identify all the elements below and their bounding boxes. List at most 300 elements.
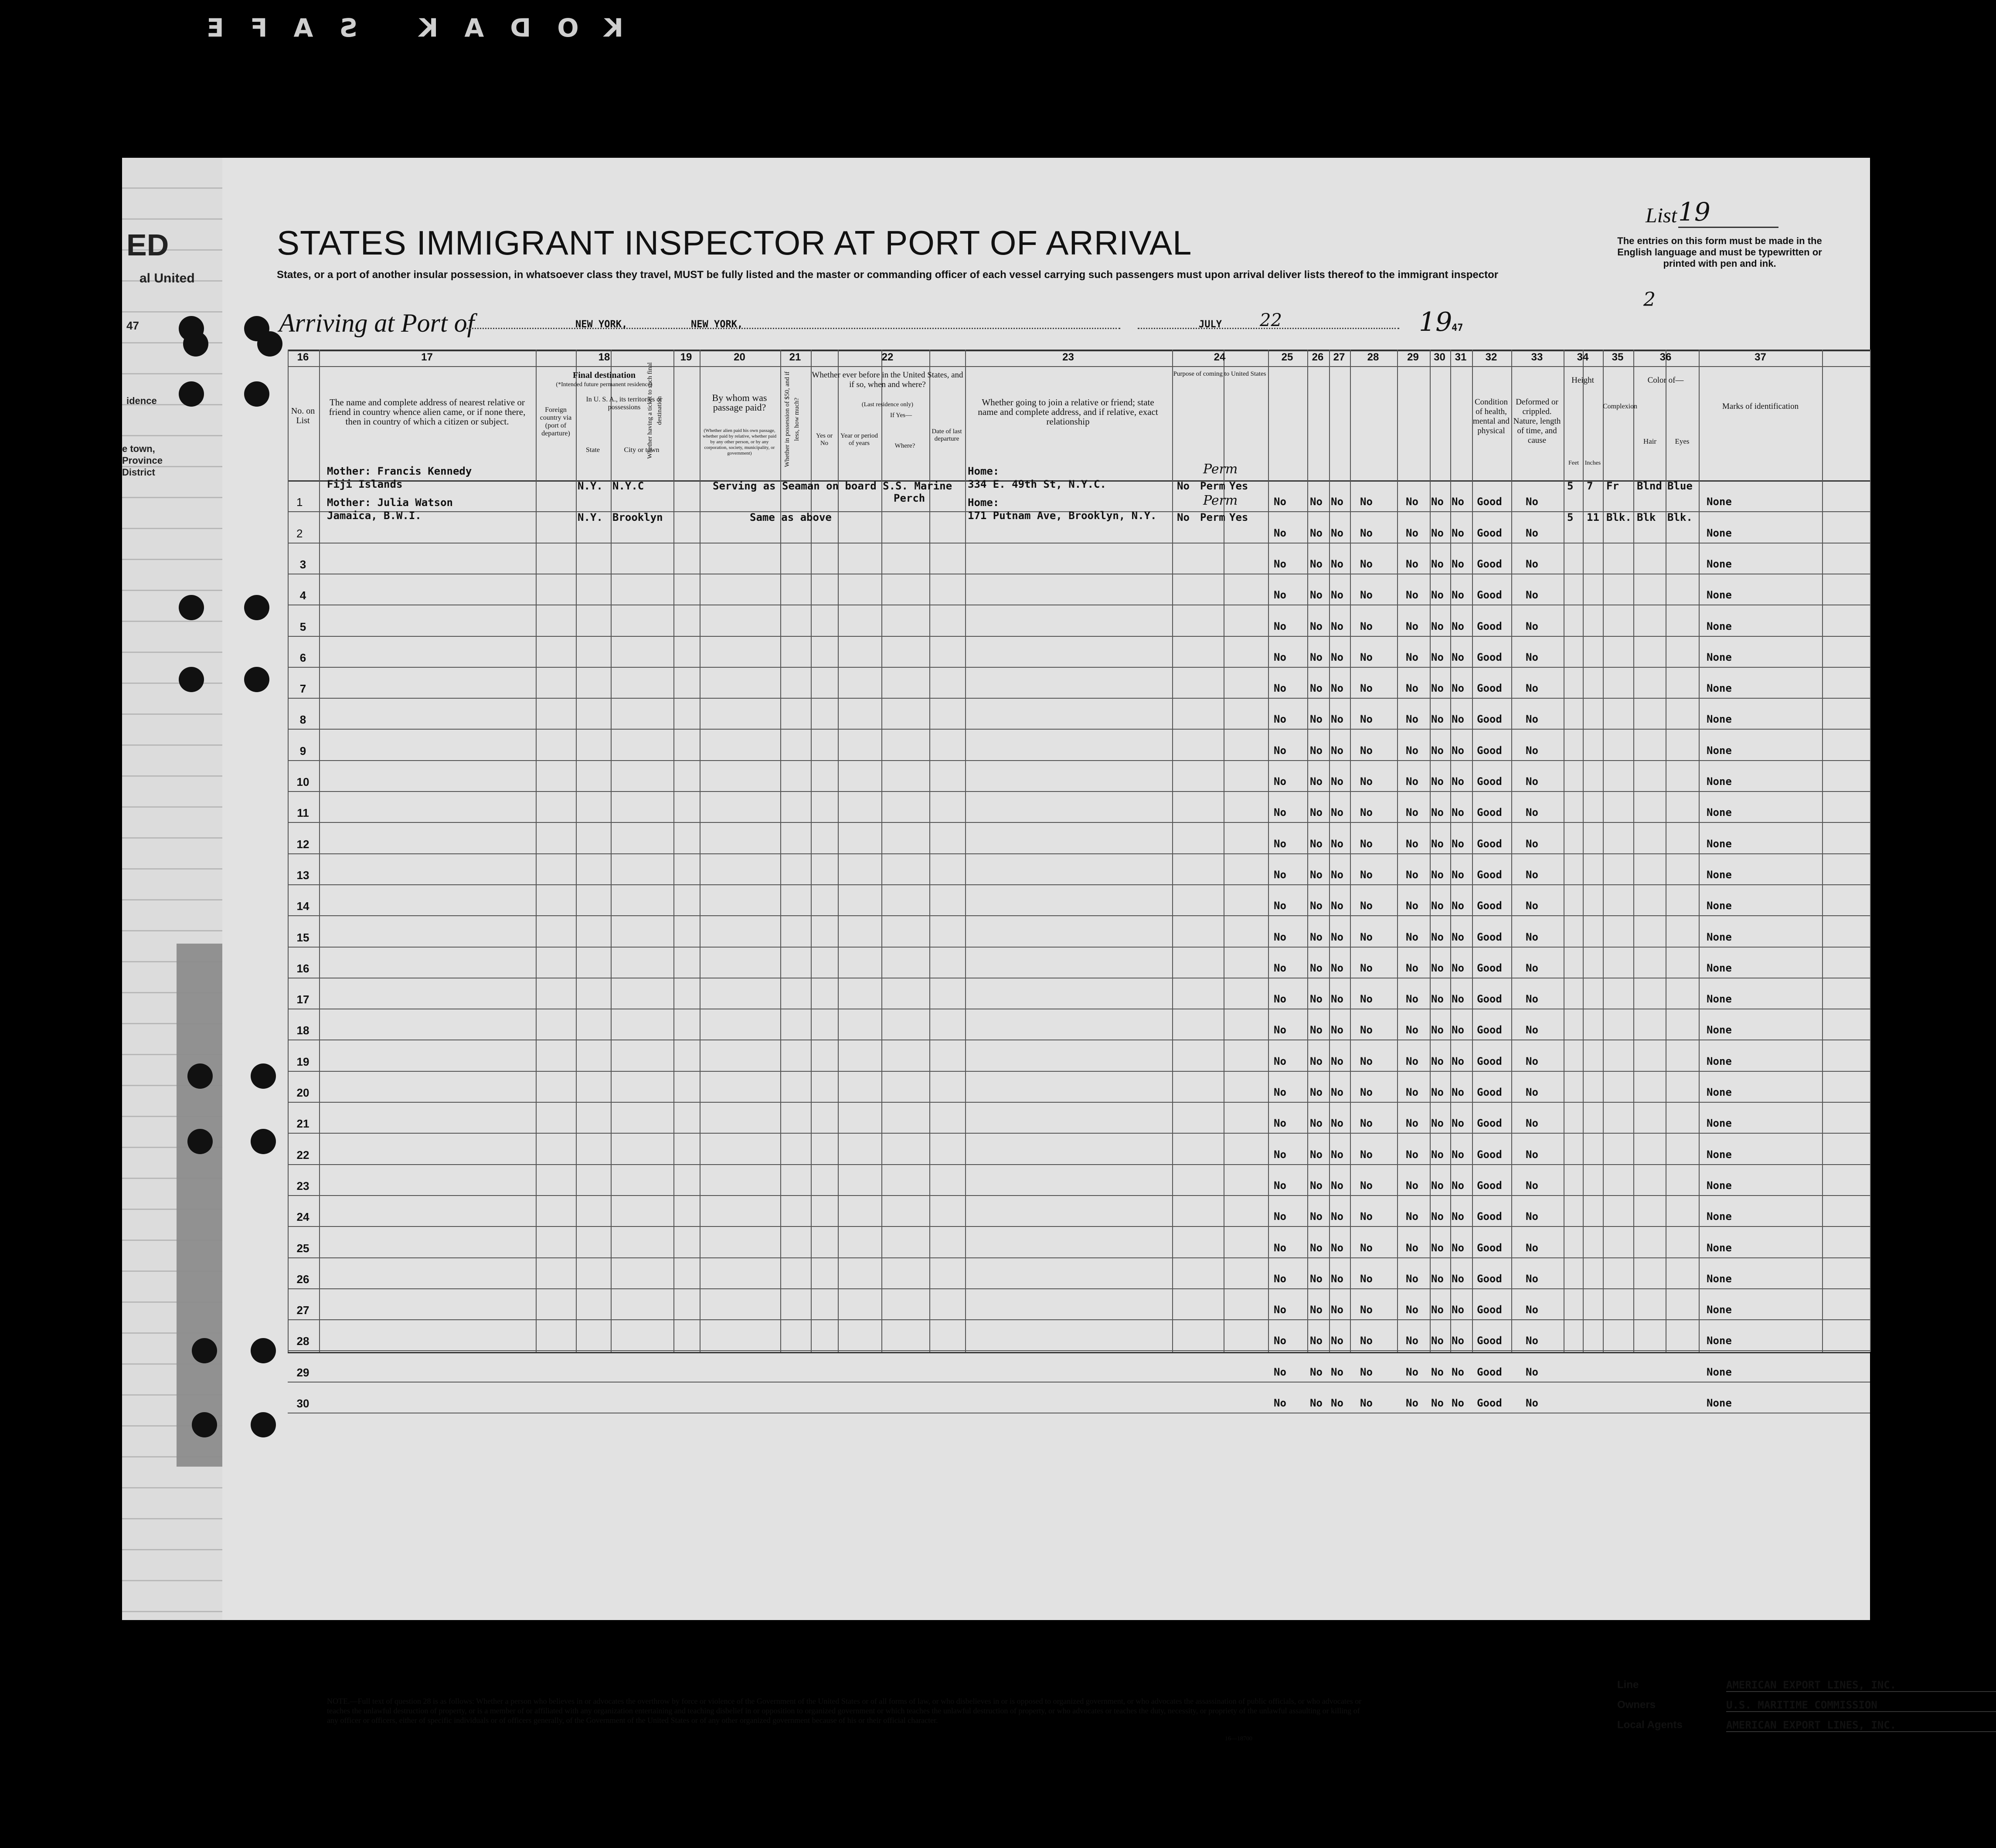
col-c27: No [1331,557,1343,570]
column-line [1633,350,1634,1352]
column-line [1472,350,1473,1352]
row-line [288,636,1870,637]
col-c30: No [1431,589,1444,601]
row-number: 10 [296,775,309,788]
col-c28: No [1360,589,1373,601]
column-line [1450,350,1451,1352]
col-c27: No [1331,775,1343,788]
col-c31: No [1452,1366,1464,1378]
col-health: Good [1477,1086,1502,1098]
arrival-month: JULY [1199,319,1222,330]
col-c31: No [1452,682,1464,695]
col-c26: No [1310,620,1323,632]
hdr-fifty-dollars: Whether in possession of $50, and if less, how much? [784,371,800,467]
col-c28: No [1360,1335,1373,1347]
col-c28: No [1360,900,1373,912]
col-health: Good [1477,713,1502,726]
col-c26: No [1310,744,1323,757]
col-deformed: No [1526,651,1538,663]
col-marks: None [1707,806,1732,819]
col-c28: No [1360,744,1373,757]
col-c30: No [1431,1210,1444,1223]
col-deformed: No [1526,931,1538,943]
purpose-handwritten: Perm [1203,493,1238,508]
binder-hole [244,667,269,692]
col-c26: No [1310,1304,1323,1316]
col-c26: No [1310,837,1323,850]
hdr-if-yes: If Yes— [890,412,912,419]
film-edge-text: KODAK SAFE [180,13,623,43]
col-c31: No [1452,900,1464,912]
col-c27: No [1331,527,1343,539]
col-c25: No [1274,527,1286,539]
row-line [288,1133,1870,1134]
binder-hole [179,381,204,407]
col-health: Good [1477,806,1502,819]
in-us-before: No [1177,511,1190,523]
col-c30: No [1431,496,1444,508]
row-line [288,760,1870,761]
col-c28: No [1360,1397,1373,1409]
col-deformed: No [1526,868,1538,881]
row-line [288,729,1870,730]
col-c27: No [1331,1272,1343,1285]
col-c31: No [1452,651,1464,663]
col-c31: No [1452,744,1464,757]
col-c27: No [1331,837,1343,850]
col-c31: No [1452,527,1464,539]
col-marks: None [1707,1055,1732,1067]
col-c29: No [1406,1210,1418,1223]
col-c26: No [1310,1397,1323,1409]
col-c28: No [1360,961,1373,974]
col-c30: No [1431,1366,1444,1378]
owners-value: U.S. MARITIME COMMISSION [1726,1699,1996,1712]
col-health: Good [1477,527,1502,539]
col-health: Good [1477,1335,1502,1347]
agents-value: AMERICAN EXPORT LINES, INC. [1726,1719,1996,1732]
col-c31: No [1452,1335,1464,1347]
col-c28: No [1360,651,1373,663]
col-c28: No [1360,931,1373,943]
col-c31: No [1452,1086,1464,1098]
col-c27: No [1331,713,1343,726]
col-c31: No [1452,557,1464,570]
col-c28: No [1360,806,1373,819]
form-instructions: The entries on this form must be made in the English language and must be typewritten or printed with pen and ink. [1617,235,1822,269]
colnum-35: 35 [1612,351,1624,363]
row-number: 9 [299,744,306,758]
row-number: 7 [299,682,306,696]
port-city: NEW YORK, [575,319,628,330]
col-c25: No [1274,1055,1286,1067]
col-deformed: No [1526,682,1538,695]
row-line [288,853,1870,854]
col-c27: No [1331,1086,1343,1098]
row-number: 2 [296,527,303,540]
col-c28: No [1360,557,1373,570]
column-line [1583,350,1584,1352]
col-health: Good [1477,1210,1502,1223]
col-health: Good [1477,557,1502,570]
column-line [319,350,320,1352]
col-deformed: No [1526,1148,1538,1161]
col-c29: No [1406,713,1418,726]
manifest-page [222,158,1897,1742]
hdr-last-residence: (Last residence only) [861,401,914,408]
col-c31: No [1452,961,1464,974]
binder-hole [179,667,204,692]
col-c25: No [1274,993,1286,1006]
row-number: 21 [296,1117,309,1131]
binder-hole [244,595,269,620]
row-number: 3 [299,557,306,571]
col-health: Good [1477,837,1502,850]
destination-city: N.Y.C [612,480,644,493]
col-c31: No [1452,1148,1464,1161]
col-c26: No [1310,1335,1323,1347]
col-c29: No [1406,1148,1418,1161]
col-marks: None [1707,1024,1732,1036]
col-c30: No [1431,1024,1444,1036]
col-marks: None [1707,1335,1732,1347]
row-number: 1 [296,496,303,509]
in-us-before: No [1177,480,1190,493]
col-c29: No [1406,1397,1418,1409]
col-c25: No [1274,1272,1286,1285]
join-label: Home: [968,465,1000,478]
col-c31: No [1452,775,1464,788]
col-c27: No [1331,900,1343,912]
col-c31: No [1452,1397,1464,1409]
column-line [780,350,781,1352]
col-deformed: No [1526,1272,1538,1285]
hdr-feet: Feet [1568,460,1579,466]
row-number: 30 [296,1397,309,1410]
col-health: Good [1477,931,1502,943]
col-marks: None [1707,993,1732,1006]
column-line [1172,350,1173,1352]
col-marks: None [1707,744,1732,757]
col-marks: None [1707,775,1732,788]
col-c30: No [1431,744,1444,757]
col-c25: No [1274,1210,1286,1223]
col-c31: No [1452,1055,1464,1067]
col-health: Good [1477,900,1502,912]
col-c30: No [1431,1179,1444,1192]
colnum-34: 34 [1577,351,1589,363]
col-c26: No [1310,651,1323,663]
col-c31: No [1452,589,1464,601]
col-c29: No [1406,1304,1418,1316]
col-c28: No [1360,1024,1373,1036]
agents-label: Local Agents [1617,1719,1683,1731]
hdr-purpose: Purpose of coming to United States [1173,370,1266,377]
binder-hole [183,331,208,357]
col-deformed: No [1526,1179,1538,1192]
col-c26: No [1310,589,1323,601]
col-c31: No [1452,837,1464,850]
col-marks: None [1707,1304,1732,1316]
col-c25: No [1274,496,1286,508]
colnum-26: 26 [1312,351,1324,363]
strip-year-fragment: 47 [126,319,139,332]
col-c31: No [1452,1179,1464,1192]
col-health: Good [1477,1117,1502,1130]
col-c25: No [1274,589,1286,601]
colnum-21: 21 [789,351,801,363]
col-marks: None [1707,1397,1732,1409]
col-c31: No [1452,1024,1464,1036]
strip-district-2: Province [122,455,163,466]
col-c27: No [1331,931,1343,943]
list-number: 19 [1678,197,1778,228]
column-line [1350,350,1351,1352]
row-number: 11 [297,806,309,820]
destination-state: N.Y. [578,511,603,523]
col-deformed: No [1526,1366,1538,1378]
column-line [1870,350,1871,1352]
colnum-22: 22 [881,351,894,363]
col-c28: No [1360,1304,1373,1316]
hair-color: Blnd [1637,480,1662,493]
col-c30: No [1431,868,1444,881]
col-c26: No [1310,775,1323,788]
col-health: Good [1477,682,1502,695]
col-c27: No [1331,1148,1343,1161]
hdr-complexion: Complexion [1603,403,1638,410]
col-c27: No [1331,1179,1343,1192]
col-c29: No [1406,589,1418,601]
hdr-years: Year or period of years [840,432,878,447]
column-line [1822,350,1823,1352]
col-deformed: No [1526,1117,1538,1130]
row-number: 25 [296,1241,309,1255]
col-c27: No [1331,1366,1343,1378]
col-c26: No [1310,1024,1323,1036]
arriving-label: Arriving at Port of [279,309,475,337]
col-c31: No [1452,1241,1464,1254]
footer-note: NOTE.—Full text of question 28 is as follows: Whether a person who believes in or advocates the overthrow by force or violence of the Government of the United States or of all forms of law, or who disbelieves in or is opposed to organized government, or who advocates the assassination of public officials, or who advocates or teaches the unlawful destruction of property, or is a member of or affiliated with any organization entertaining and teaching disbelief in or opposition to organized government or which teaches the unlawful destruction of property, or who advocates or teaches the duty, necessity, or propriety of the unlawful assaulting or killing of any officer or officers, either of specific individuals or of officers generally, of the Government of the United States or of any other organized government because of his or their official character. [327,1697,1362,1725]
passage-paid-by: Same as above [750,511,832,523]
hdr-last-departure: Date of last departure [932,428,962,442]
col-health: Good [1477,1024,1502,1036]
eye-color: Blk. [1667,511,1693,523]
col-marks: None [1707,961,1732,974]
col-c27: No [1331,589,1343,601]
col-c26: No [1310,1055,1323,1067]
arrival-year-suffix: 47 [1452,323,1463,333]
col-c25: No [1274,557,1286,570]
col-c26: No [1310,961,1323,974]
hdr-yes-or-no: Yes or No [816,432,833,447]
column-line [1511,350,1512,1352]
row-line [288,1257,1870,1258]
column-line [1329,350,1330,1352]
binder-hole [179,595,204,620]
col-c26: No [1310,900,1323,912]
column-line [673,350,674,1352]
row-line [288,1102,1870,1103]
col-deformed: No [1526,620,1538,632]
row-number: 22 [296,1148,309,1162]
row-number: 16 [296,961,309,975]
col-c25: No [1274,1148,1286,1161]
col-c31: No [1452,1117,1464,1130]
col-c28: No [1360,1117,1373,1130]
port-state: NEW YORK, [691,319,743,330]
hdr-in-usa: In U. S. A., its territories or possessions [586,396,663,411]
purpose-handwritten: Perm [1203,462,1238,477]
col-health: Good [1477,1304,1502,1316]
col-c27: No [1331,682,1343,695]
col-c28: No [1360,713,1373,726]
colnum-17: 17 [421,351,433,363]
col-c25: No [1274,1024,1286,1036]
column-line [838,350,839,1352]
col-c25: No [1274,1117,1286,1130]
col-c30: No [1431,993,1444,1006]
col-marks: None [1707,1117,1732,1130]
col-c29: No [1406,1272,1418,1285]
row-line [288,915,1870,916]
col-marks: None [1707,620,1732,632]
page-subtitle: States, or a port of another insular possession, in whatsoever class they travel, MUST be fully listed and the master or commanding officer of each vessel carrying such passengers must upon arrival deliver lists thereof to the immigrant inspector [277,269,1499,281]
col-c25: No [1274,1335,1286,1347]
col-marks: None [1707,1148,1732,1161]
col-c27: No [1331,1024,1343,1036]
join-address: 334 E. 49th St, N.Y.C. [968,478,1106,491]
col-c28: No [1360,620,1373,632]
col-marks: None [1707,682,1732,695]
col-c29: No [1406,993,1418,1006]
col-c26: No [1310,806,1323,819]
col-c27: No [1331,1397,1343,1409]
column-line [965,350,966,1352]
manifest-grid [288,350,1870,1410]
colnum-23: 23 [1062,351,1074,363]
col-c30: No [1431,1304,1444,1316]
col-c27: No [1331,1117,1343,1130]
row-line [288,543,1870,544]
column-line [576,350,577,1352]
col-deformed: No [1526,1241,1538,1254]
strip-sub-fragment: al United [139,271,195,285]
col-c29: No [1406,527,1418,539]
column-line [1603,350,1604,1352]
sheet-mark: 2 [1643,289,1656,311]
strip-district-3: District [122,467,155,478]
colnum-19: 19 [680,351,692,363]
col-c29: No [1406,1086,1418,1098]
relative-name: Mother: Francis Kennedy [327,465,472,478]
colnum-24: 24 [1214,351,1226,363]
column-line [1397,350,1398,1352]
col-c29: No [1406,496,1418,508]
col-c25: No [1274,682,1286,695]
col-health: Good [1477,993,1502,1006]
col-c30: No [1431,713,1444,726]
col-c25: No [1274,931,1286,943]
col-c25: No [1274,837,1286,850]
col-marks: None [1707,1210,1732,1223]
col-c27: No [1331,496,1343,508]
row-number: 29 [296,1366,309,1379]
line-value: AMERICAN EXPORT LINES, INC. [1726,1679,1996,1692]
binder-hole [187,1129,213,1154]
col-c31: No [1452,868,1464,881]
colnum-32: 32 [1485,351,1497,363]
row-number: 13 [296,868,309,882]
hdr-relative: The name and complete address of nearest relative or friend in country whence alien came, or if none there, then in country of which a citizen or subject. [329,397,526,427]
passage-paid-by-2: Perch [894,492,925,505]
colnum-20: 20 [734,351,745,363]
col-c25: No [1274,1086,1286,1098]
col-c30: No [1431,1148,1444,1161]
arrival-year-prefix: 19 [1419,307,1452,337]
hdr-hair: Hair [1643,437,1657,445]
col-c31: No [1452,1304,1464,1316]
col-c28: No [1360,1241,1373,1254]
col-c28: No [1360,1366,1373,1378]
col-c29: No [1406,931,1418,943]
col-deformed: No [1526,837,1538,850]
port-line [466,328,1120,329]
col-c27: No [1331,1241,1343,1254]
hdr-where: Where? [894,442,915,449]
binder-hole [187,1063,213,1089]
col-c25: No [1274,868,1286,881]
col-c25: No [1274,806,1286,819]
col-c29: No [1406,1024,1418,1036]
height-feet: 5 [1567,480,1574,493]
height-feet: 5 [1567,511,1574,523]
col-health: Good [1477,1397,1502,1409]
column-line [536,350,537,1352]
arrival-day: 22 [1260,310,1282,330]
col-c28: No [1360,1086,1373,1098]
col-c30: No [1431,1117,1444,1130]
col-c26: No [1310,868,1323,881]
passage-paid-by: Serving as Seaman on board S.S. Marine [713,480,952,493]
col-c29: No [1406,557,1418,570]
col-marks: None [1707,713,1732,726]
col-c26: No [1310,1179,1323,1192]
col-c31: No [1452,620,1464,632]
col-deformed: No [1526,527,1538,539]
col-deformed: No [1526,589,1538,601]
col-marks: None [1707,589,1732,601]
row-line [288,947,1870,948]
col-c26: No [1310,682,1323,695]
col-c30: No [1431,620,1444,632]
height-inches: 11 [1587,511,1599,523]
col-c25: No [1274,961,1286,974]
col-c27: No [1331,744,1343,757]
col-c29: No [1406,837,1418,850]
col-health: Good [1477,961,1502,974]
row-number: 19 [296,1055,309,1068]
colnum-25: 25 [1281,351,1293,363]
col-health: Good [1477,1272,1502,1285]
col-deformed: No [1526,1086,1538,1098]
hdr-foreign-country: Foreign country via (port of departure) [540,406,572,437]
col-c28: No [1360,868,1373,881]
height-inches: 7 [1587,480,1593,493]
row-line [288,698,1870,699]
strip-district-1: e town, [122,443,155,454]
hdr-marks: Marks of identification [1722,402,1799,411]
